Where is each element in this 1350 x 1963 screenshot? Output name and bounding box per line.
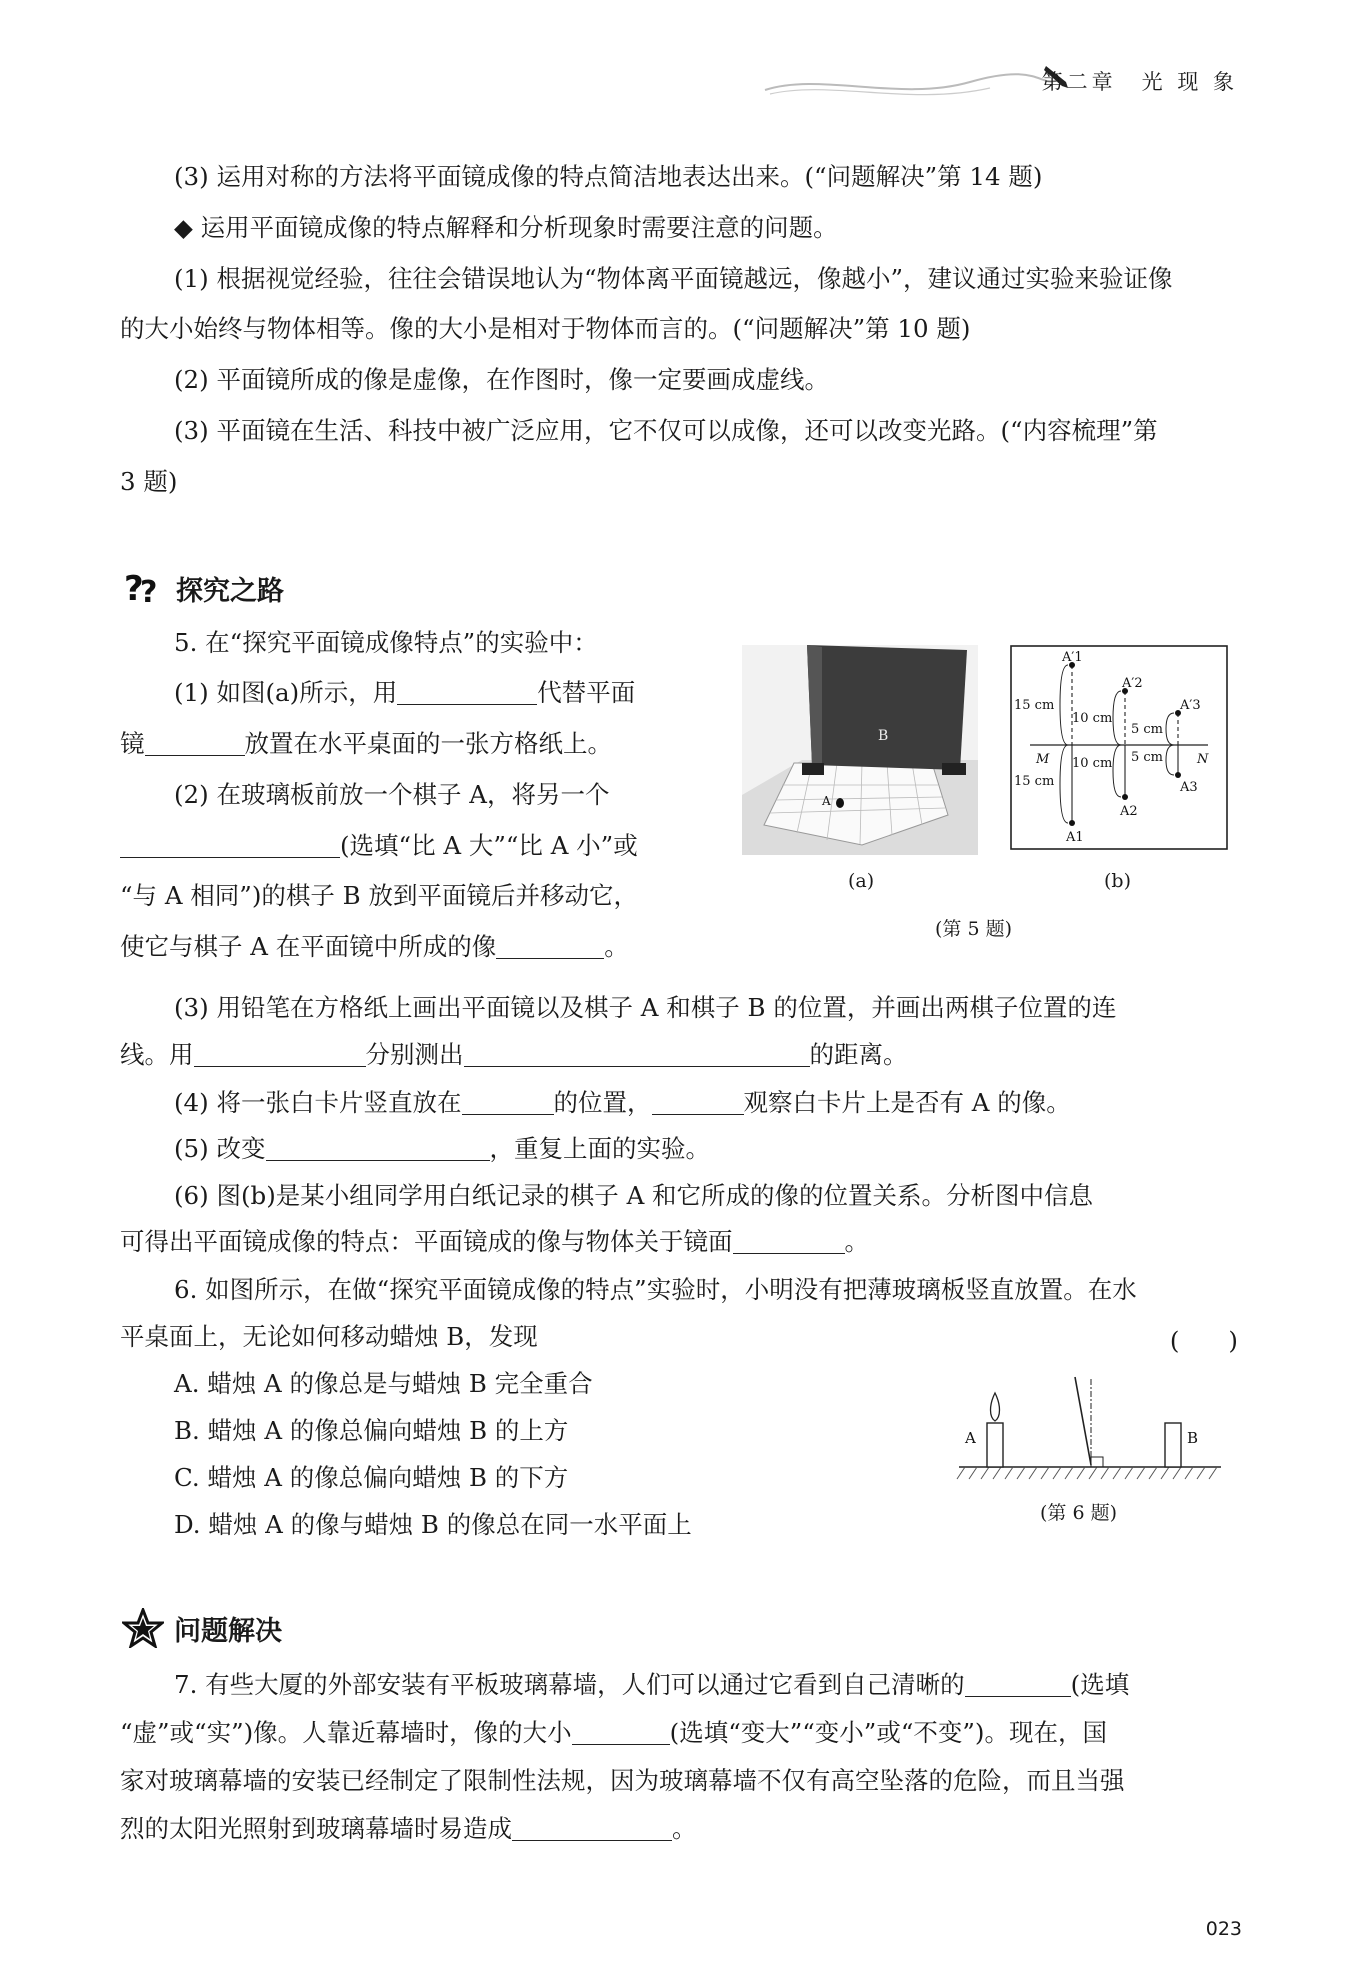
figure-6-caption: (第 6 题) xyxy=(1040,1502,1117,1524)
answer-blank[interactable] xyxy=(145,731,245,756)
q5-part2-cont: (选填“比 A 大”“比 A 小”或 xyxy=(120,831,638,861)
text-line: ◆ 运用平面镜成像的特点解释和分析现象时需要注意的问题。 xyxy=(174,213,838,242)
header-decoration xyxy=(760,58,1060,108)
section-title-problem: 问题解决 xyxy=(122,1608,282,1648)
q5-part2: (2) 在玻璃板前放一个棋子 A，将另一个 xyxy=(174,780,610,809)
answer-blank[interactable] xyxy=(965,1672,1071,1697)
label-10cm-bottom: 10 cm xyxy=(1072,756,1113,771)
text-line: (1) 根据视觉经验，往往会错误地认为“物体离平面镜越远，像越小”，建议通过实验来验证像 xyxy=(174,264,1173,293)
figure-5-caption: (第 5 题) xyxy=(935,918,1012,940)
candle-a-label: A xyxy=(965,1429,976,1447)
answer-blank[interactable] xyxy=(462,1090,554,1115)
answer-blank[interactable] xyxy=(652,1090,744,1115)
photo-label-a: A xyxy=(822,794,831,808)
svg-text:?: ? xyxy=(124,569,144,608)
candle-b-label: B xyxy=(1187,1429,1199,1447)
text-line: (3) 运用对称的方法将平面镜成像的特点简洁地表达出来。(“问题解决”第 14 题) xyxy=(174,162,1043,191)
text-line: 3 题) xyxy=(120,467,178,496)
q7-stem-cont: 家对玻璃幕墙的安装已经制定了限制性法规，因为玻璃幕墙不仅有高空坠落的危险，而且当强 xyxy=(120,1766,1125,1795)
label-15cm-top: 15 cm xyxy=(1014,698,1055,713)
figure-b-label: (b) xyxy=(1104,870,1131,892)
q5-part3-cont: 线。用 分别测出 的距离。 xyxy=(120,1040,908,1069)
answer-blank[interactable] xyxy=(120,833,340,858)
label-5cm-top: 5 cm xyxy=(1131,722,1164,737)
figure-a-label: (a) xyxy=(848,870,875,892)
chapter-header: 第二章 光 现 象 xyxy=(1041,70,1238,94)
answer-blank[interactable] xyxy=(194,1042,366,1067)
figure-b-diagram xyxy=(1010,645,1228,850)
label-a1: A1 xyxy=(1066,830,1084,845)
q5-stem: 5. 在“探究平面镜成像特点”的实验中： xyxy=(174,628,598,657)
text-line: (3) 平面镜在生活、科技中被广泛应用，它不仅可以成像，还可以改变光路。(“内容梳理”第 xyxy=(174,416,1158,445)
text-line: 的大小始终与物体相等。像的大小是相对于物体而言的。(“问题解决”第 10 题) xyxy=(120,314,971,343)
q6-option-b: B. 蜡烛 A 的像总偏向蜡烛 B 的上方 xyxy=(174,1416,569,1445)
label-10cm-top: 10 cm xyxy=(1072,711,1113,726)
q6-option-d: D. 蜡烛 A 的像与蜡烛 B 的像总在同一水平面上 xyxy=(174,1510,692,1539)
q5-part1-cont: 镜 放置在水平桌面的一张方格纸上。 xyxy=(120,729,612,758)
answer-blank[interactable] xyxy=(512,1816,672,1841)
q6-stem-cont: 平桌面上，无论如何移动蜡烛 B，发现 xyxy=(120,1322,538,1351)
photo-label-b: B xyxy=(878,728,889,744)
q7-stem: 7. 有些大厦的外部安装有平板玻璃幕墙，人们可以通过它看到自己清晰的 (选填 xyxy=(174,1670,1130,1699)
answer-bracket[interactable]: ( ) xyxy=(1169,1326,1238,1355)
label-n: N xyxy=(1197,752,1209,767)
q5-part6-cont: 可得出平面镜成像的特点：平面镜成的像与物体关于镜面 。 xyxy=(120,1227,869,1256)
figure-6-diagram xyxy=(955,1375,1225,1490)
answer-blank[interactable] xyxy=(397,680,537,705)
q6-option-a: A. 蜡烛 A 的像总是与蜡烛 B 完全重合 xyxy=(174,1369,593,1398)
q5-part5: (5) 改变 ，重复上面的实验。 xyxy=(174,1134,710,1163)
label-a2-prime: A′2 xyxy=(1122,676,1143,691)
q6-stem: 6. 如图所示，在做“探究平面镜成像的特点”实验时，小明没有把薄玻璃板竖直放置。在水 xyxy=(174,1275,1137,1304)
label-m: M xyxy=(1036,752,1050,767)
question-icon xyxy=(122,568,166,608)
answer-blank[interactable] xyxy=(572,1720,670,1745)
q5-part6: (6) 图(b)是某小组同学用白纸记录的棋子 A 和它所成的像的位置关系。分析图中信息 xyxy=(174,1181,1094,1210)
section-title-explore: ? ? 探究之路 xyxy=(124,569,284,608)
answer-blank[interactable] xyxy=(266,1136,490,1161)
figure-a-photo xyxy=(742,645,978,855)
q5-part2-cont: 使它与棋子 A 在平面镜中所成的像 。 xyxy=(120,932,629,961)
q7-stem-cont: 烈的太阳光照射到玻璃幕墙时易造成 。 xyxy=(120,1814,697,1843)
q5-part1: (1) 如图(a)所示，用 代替平面 xyxy=(174,678,636,707)
text-line: (2) 平面镜所成的像是虚像，在作图时，像一定要画成虚线。 xyxy=(174,365,829,394)
page-number: 023 xyxy=(1205,1918,1242,1940)
label-a2: A2 xyxy=(1120,804,1138,819)
label-15cm-bottom: 15 cm xyxy=(1014,774,1055,789)
svg-text:?: ? xyxy=(140,575,158,608)
label-a1-prime: A′1 xyxy=(1062,650,1083,665)
q5-part2-cont: “与 A 相同”)的棋子 B 放到平面镜后并移动它， xyxy=(120,881,638,910)
answer-blank[interactable] xyxy=(733,1229,845,1254)
star-icon xyxy=(122,1608,164,1648)
q5-part3: (3) 用铅笔在方格纸上画出平面镜以及棋子 A 和棋子 B 的位置，并画出两棋子位置的连 xyxy=(174,993,1117,1022)
q6-option-c: C. 蜡烛 A 的像总偏向蜡烛 B 的下方 xyxy=(174,1463,569,1492)
q7-stem-cont: “虚”或“实”)像。人靠近幕墙时，像的大小 (选填“变大”“变小”或“不变”)。现在，国 xyxy=(120,1718,1107,1747)
answer-blank[interactable] xyxy=(496,934,604,959)
answer-blank[interactable] xyxy=(464,1042,810,1067)
label-a3-prime: A′3 xyxy=(1180,698,1201,713)
label-5cm-bottom: 5 cm xyxy=(1131,750,1164,765)
label-a3: A3 xyxy=(1180,780,1198,795)
q5-part4: (4) 将一张白卡片竖直放在 的位置， 观察白卡片上是否有 A 的像。 xyxy=(174,1088,1071,1117)
